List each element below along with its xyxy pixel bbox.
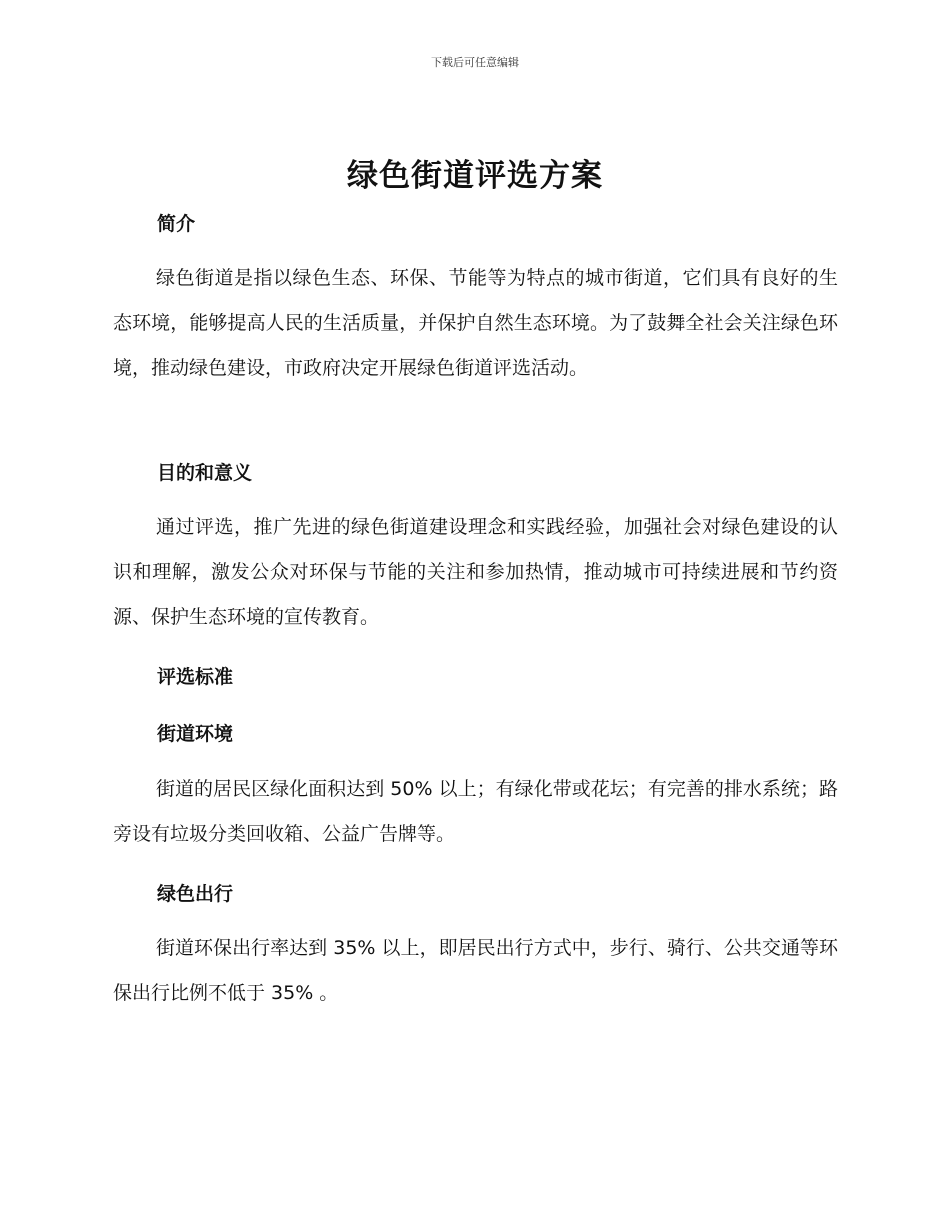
- document-title: 绿色街道评选方案: [347, 158, 603, 194]
- section-heading-intro: 简介: [157, 213, 196, 235]
- section-heading-green-travel: 绿色出行: [157, 883, 234, 905]
- section-paragraph-intro: 绿色街道是指以绿色生态、环保、节能等为特点的城市街道，它们具有良好的生态环境，能够提高人民的生活质量，并保护自然生态环境。为了鼓舞全社会关注绿色环境，推动绿色建设，市政府决定开展绿色街道评选活动。: [113, 267, 838, 379]
- section-heading-environment: 街道环境: [157, 723, 234, 745]
- section-paragraph-green-travel: 街道环保出行率达到 35% 以上，即居民出行方式中，步行、骑行、公共交通等环保出行比例不低于 35% 。: [113, 937, 838, 1004]
- header-note: 下载后可任意编辑: [431, 56, 519, 69]
- section-paragraph-environment: 街道的居民区绿化面积达到 50% 以上；有绿化带或花坛；有完善的排水系统；路旁设有垃圾分类回收箱、公益广告牌等。: [113, 778, 838, 845]
- section-paragraph-purpose: 通过评选，推广先进的绿色街道建设理念和实践经验，加强社会对绿色建设的认识和理解，激发公众对环保与节能的关注和参加热情，推动城市可持续进展和节约资源、保护生态环境的宣传教育。: [113, 516, 838, 628]
- section-heading-purpose: 目的和意义: [157, 462, 253, 484]
- section-heading-criteria: 评选标准: [157, 666, 234, 688]
